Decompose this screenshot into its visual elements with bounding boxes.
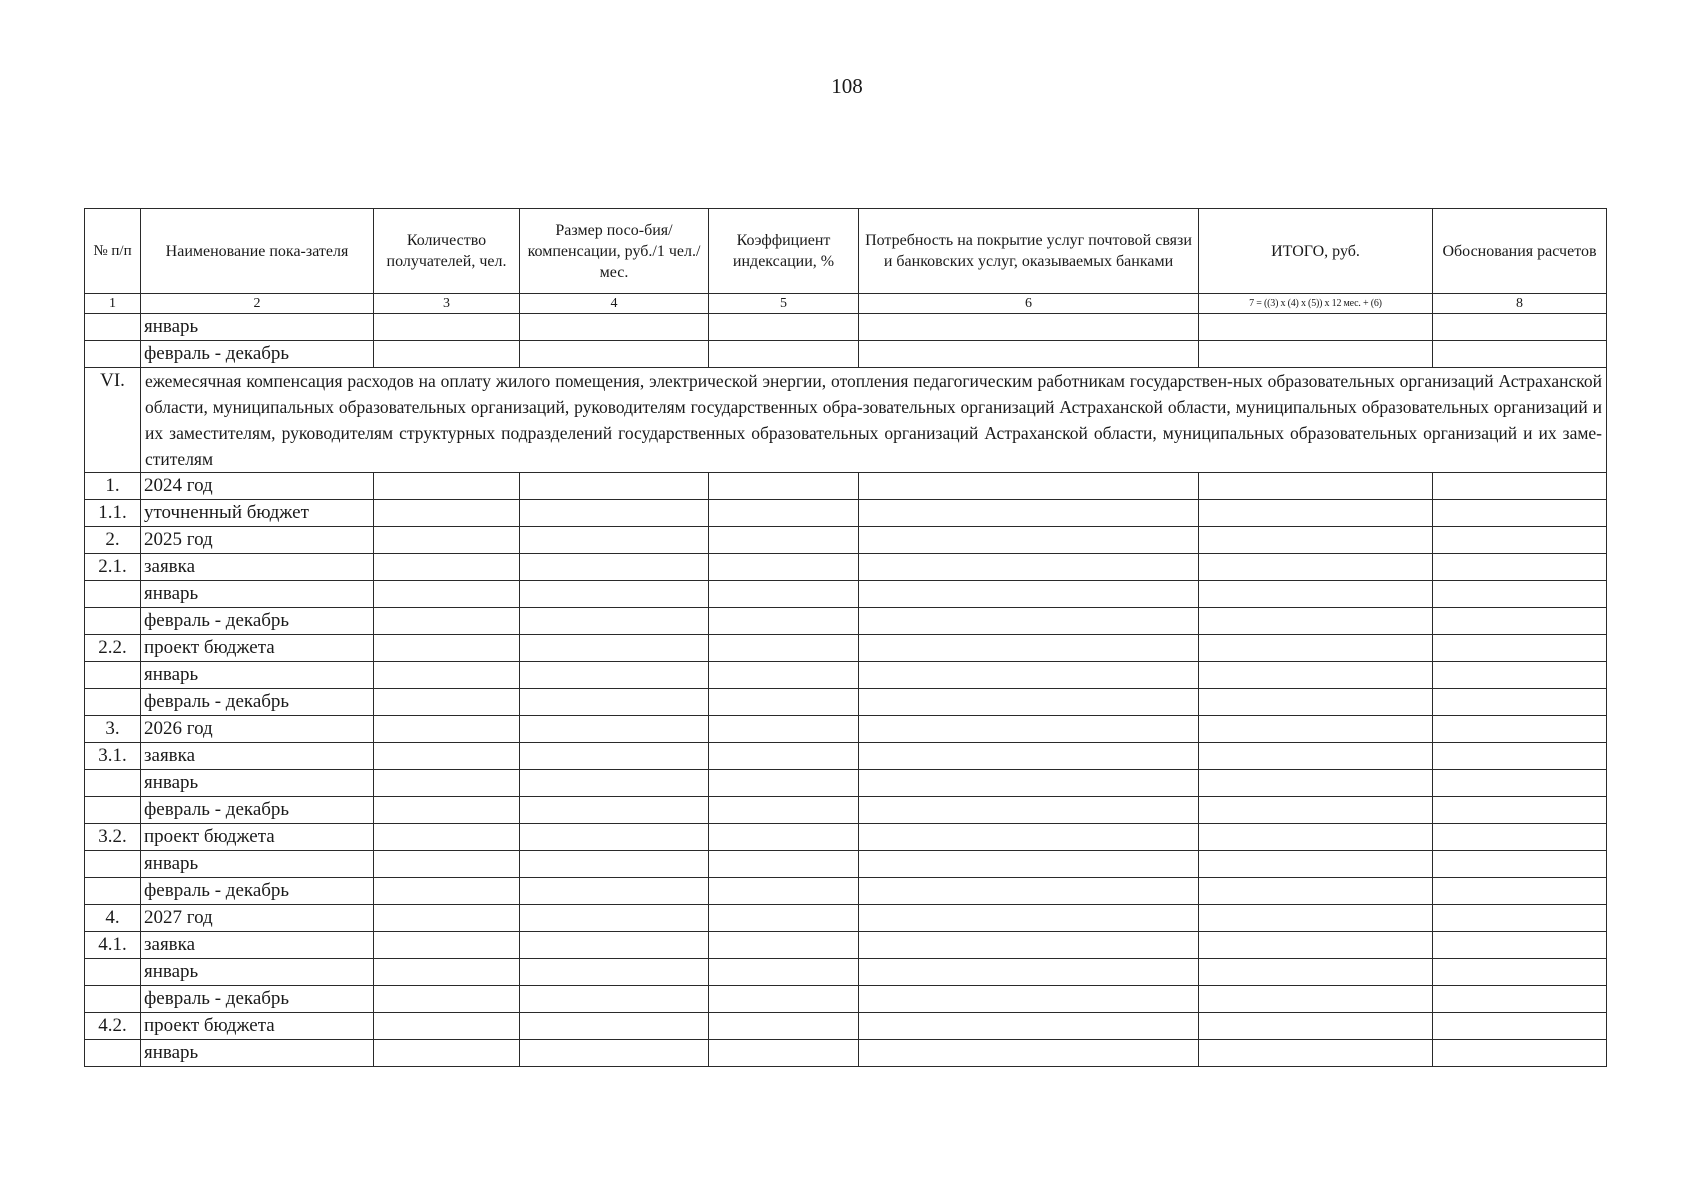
row-number [85, 662, 141, 689]
empty-value-cell [1433, 473, 1607, 500]
empty-value-cell [1199, 635, 1433, 662]
empty-value-cell [1433, 554, 1607, 581]
header-cell-number: № п/п [85, 209, 141, 294]
row-number: 2. [85, 527, 141, 554]
empty-value-cell [709, 314, 859, 341]
empty-value-cell [374, 662, 520, 689]
empty-value-cell [374, 878, 520, 905]
table-row [85, 932, 1607, 959]
table-row [85, 743, 1607, 770]
rows-after-section [85, 473, 1607, 1067]
empty-value-cell [859, 635, 1199, 662]
empty-value-cell [709, 716, 859, 743]
row-name: проект бюджета [141, 824, 374, 851]
empty-value-cell [520, 1013, 709, 1040]
empty-value-cell [859, 797, 1199, 824]
empty-value-cell [1199, 554, 1433, 581]
empty-value-cell [1433, 959, 1607, 986]
row-name: январь [141, 581, 374, 608]
empty-value-cell [374, 341, 520, 368]
row-number: 4.2. [85, 1013, 141, 1040]
empty-value-cell [520, 932, 709, 959]
table-row [85, 608, 1607, 635]
row-name: проект бюджета [141, 635, 374, 662]
row-number [85, 581, 141, 608]
empty-value-cell [374, 716, 520, 743]
empty-value-cell [1199, 341, 1433, 368]
empty-value-cell [859, 824, 1199, 851]
table-row [85, 662, 1607, 689]
empty-value-cell [1433, 932, 1607, 959]
row-name: январь [141, 314, 374, 341]
column-number-cell: 3 [374, 294, 520, 314]
row-name: заявка [141, 554, 374, 581]
empty-value-cell [859, 527, 1199, 554]
row-name: январь [141, 770, 374, 797]
row-number [85, 608, 141, 635]
empty-value-cell [859, 878, 1199, 905]
table-row [85, 473, 1607, 500]
section-number: VI. [85, 368, 141, 473]
empty-value-cell [859, 662, 1199, 689]
empty-value-cell [374, 689, 520, 716]
empty-value-cell [859, 932, 1199, 959]
empty-value-cell [1433, 878, 1607, 905]
empty-value-cell [859, 1013, 1199, 1040]
rows-before-section [85, 314, 1607, 368]
row-number: 2.2. [85, 635, 141, 662]
header-cell-indicator: Наименование пока-зателя [141, 209, 374, 294]
header-cell-allowance: Размер посо-бия/компенсации, руб./1 чел./мес. [520, 209, 709, 294]
empty-value-cell [859, 905, 1199, 932]
empty-value-cell [859, 473, 1199, 500]
empty-value-cell [1199, 770, 1433, 797]
empty-value-cell [709, 770, 859, 797]
empty-value-cell [859, 851, 1199, 878]
empty-value-cell [859, 341, 1199, 368]
row-number [85, 797, 141, 824]
empty-value-cell [709, 341, 859, 368]
section-description-text: ежемесячная компенсация расходов на оплату жилого помещения, электрической энергии, отопления педагогическим работникам государствен-ных образовательных организаций Астраханской области, муниципальных образовательных организаций, руководителям государственных обра-зовательных организаций Астраханской области, муниципальных образовательных организаций и их заместителям, руководителям структурных подразделений государственных образовательных организаций Астраханской области, муниципальных образовательных организаций и их заме-стителям [145, 371, 1602, 469]
empty-value-cell [1199, 1040, 1433, 1067]
empty-value-cell [859, 314, 1199, 341]
empty-value-cell [374, 554, 520, 581]
empty-value-cell [709, 500, 859, 527]
row-name: январь [141, 851, 374, 878]
empty-value-cell [374, 797, 520, 824]
empty-value-cell [709, 473, 859, 500]
empty-value-cell [1433, 662, 1607, 689]
row-name: январь [141, 662, 374, 689]
row-number [85, 851, 141, 878]
empty-value-cell [709, 1013, 859, 1040]
table-row [85, 314, 1607, 341]
header-cell-total: ИТОГО, руб. [1199, 209, 1433, 294]
empty-value-cell [859, 689, 1199, 716]
empty-value-cell [709, 608, 859, 635]
empty-value-cell [1433, 986, 1607, 1013]
empty-value-cell [1433, 905, 1607, 932]
empty-value-cell [374, 1013, 520, 1040]
table-row [85, 770, 1607, 797]
empty-value-cell [709, 797, 859, 824]
row-number [85, 986, 141, 1013]
empty-value-cell [374, 1040, 520, 1067]
empty-value-cell [709, 824, 859, 851]
table-row [85, 797, 1607, 824]
empty-value-cell [374, 986, 520, 1013]
row-name: февраль - декабрь [141, 608, 374, 635]
column-number-cell: 2 [141, 294, 374, 314]
row-name: февраль - декабрь [141, 341, 374, 368]
empty-value-cell [709, 986, 859, 1013]
row-number: 4.1. [85, 932, 141, 959]
empty-value-cell [520, 959, 709, 986]
empty-value-cell [374, 770, 520, 797]
empty-value-cell [520, 716, 709, 743]
empty-value-cell [374, 500, 520, 527]
section-row [85, 368, 1607, 473]
row-name: 2027 год [141, 905, 374, 932]
empty-value-cell [1433, 1013, 1607, 1040]
empty-value-cell [859, 770, 1199, 797]
row-name: февраль - декабрь [141, 878, 374, 905]
empty-value-cell [859, 716, 1199, 743]
empty-value-cell [709, 905, 859, 932]
empty-value-cell [1199, 1013, 1433, 1040]
table-row [85, 635, 1607, 662]
row-name: уточненный бюджет [141, 500, 374, 527]
empty-value-cell [709, 581, 859, 608]
row-number [85, 314, 141, 341]
table-row [85, 716, 1607, 743]
empty-value-cell [1433, 608, 1607, 635]
row-number [85, 689, 141, 716]
empty-value-cell [520, 797, 709, 824]
empty-value-cell [520, 527, 709, 554]
empty-value-cell [1199, 905, 1433, 932]
empty-value-cell [520, 500, 709, 527]
empty-value-cell [374, 581, 520, 608]
empty-value-cell [520, 662, 709, 689]
empty-value-cell [1199, 689, 1433, 716]
header-cell-justification: Обоснования расчетов [1433, 209, 1607, 294]
table-row [85, 689, 1607, 716]
budget-table [84, 208, 1607, 1067]
empty-value-cell [1433, 314, 1607, 341]
empty-value-cell [374, 314, 520, 341]
table-row [85, 824, 1607, 851]
empty-value-cell [1433, 581, 1607, 608]
empty-value-cell [1199, 314, 1433, 341]
column-number-cell: 4 [520, 294, 709, 314]
column-number-cell: 1 [85, 294, 141, 314]
empty-value-cell [520, 689, 709, 716]
empty-value-cell [1433, 851, 1607, 878]
empty-value-cell [374, 635, 520, 662]
row-number: 3.2. [85, 824, 141, 851]
empty-value-cell [859, 959, 1199, 986]
header-cell-recipients: Количество получателей, чел. [374, 209, 520, 294]
empty-value-cell [859, 500, 1199, 527]
empty-value-cell [1199, 878, 1433, 905]
column-number-row [85, 294, 1607, 314]
header-cell-index-coefficient: Коэффициент индексации, % [709, 209, 859, 294]
section-description [141, 368, 1607, 473]
empty-value-cell [520, 635, 709, 662]
empty-value-cell [1433, 743, 1607, 770]
table-row [85, 500, 1607, 527]
header-cell-services-need: Потребность на покрытие услуг почтовой связи и банковских услуг, оказываемых банками [859, 209, 1199, 294]
empty-value-cell [520, 608, 709, 635]
empty-value-cell [520, 473, 709, 500]
empty-value-cell [1199, 473, 1433, 500]
empty-value-cell [859, 554, 1199, 581]
empty-value-cell [859, 1040, 1199, 1067]
empty-value-cell [1199, 986, 1433, 1013]
empty-value-cell [859, 608, 1199, 635]
empty-value-cell [1199, 959, 1433, 986]
row-number: 1.1. [85, 500, 141, 527]
empty-value-cell [709, 635, 859, 662]
empty-value-cell [1199, 743, 1433, 770]
empty-value-cell [374, 932, 520, 959]
empty-value-cell [709, 851, 859, 878]
empty-value-cell [520, 878, 709, 905]
table-row [85, 341, 1607, 368]
table-row [85, 959, 1607, 986]
empty-value-cell [520, 314, 709, 341]
empty-value-cell [1433, 797, 1607, 824]
empty-value-cell [520, 986, 709, 1013]
column-number-cell: 5 [709, 294, 859, 314]
row-number: 1. [85, 473, 141, 500]
row-name: проект бюджета [141, 1013, 374, 1040]
empty-value-cell [374, 824, 520, 851]
row-number [85, 1040, 141, 1067]
empty-value-cell [520, 770, 709, 797]
row-number: 3.1. [85, 743, 141, 770]
empty-value-cell [1199, 581, 1433, 608]
row-number: 2.1. [85, 554, 141, 581]
empty-value-cell [1433, 716, 1607, 743]
table-row [85, 581, 1607, 608]
empty-value-cell [1199, 932, 1433, 959]
empty-value-cell [709, 554, 859, 581]
row-number: 4. [85, 905, 141, 932]
empty-value-cell [1433, 341, 1607, 368]
row-number [85, 959, 141, 986]
empty-value-cell [520, 851, 709, 878]
empty-value-cell [859, 986, 1199, 1013]
page-number: 108 [831, 74, 863, 98]
row-name: 2026 год [141, 716, 374, 743]
empty-value-cell [374, 743, 520, 770]
empty-value-cell [1433, 500, 1607, 527]
table-row [85, 554, 1607, 581]
empty-value-cell [1199, 851, 1433, 878]
empty-value-cell [374, 608, 520, 635]
empty-value-cell [520, 905, 709, 932]
empty-value-cell [709, 959, 859, 986]
column-number-cell: 6 [859, 294, 1199, 314]
empty-value-cell [1433, 824, 1607, 851]
empty-value-cell [520, 341, 709, 368]
empty-value-cell [374, 959, 520, 986]
empty-value-cell [709, 878, 859, 905]
column-number-cell: 8 [1433, 294, 1607, 314]
empty-value-cell [1199, 797, 1433, 824]
empty-value-cell [709, 527, 859, 554]
empty-value-cell [1433, 527, 1607, 554]
table-row [85, 878, 1607, 905]
row-name: февраль - декабрь [141, 797, 374, 824]
empty-value-cell [520, 1040, 709, 1067]
row-name: январь [141, 1040, 374, 1067]
empty-value-cell [374, 851, 520, 878]
empty-value-cell [1433, 635, 1607, 662]
empty-value-cell [520, 581, 709, 608]
empty-value-cell [374, 527, 520, 554]
table-row [85, 1013, 1607, 1040]
empty-value-cell [1433, 689, 1607, 716]
empty-value-cell [709, 662, 859, 689]
table-row [85, 986, 1607, 1013]
empty-value-cell [1199, 716, 1433, 743]
table-row [85, 1040, 1607, 1067]
row-name: заявка [141, 743, 374, 770]
row-name: январь [141, 959, 374, 986]
empty-value-cell [709, 689, 859, 716]
empty-value-cell [709, 932, 859, 959]
empty-value-cell [1199, 662, 1433, 689]
row-number: 3. [85, 716, 141, 743]
row-name: 2025 год [141, 527, 374, 554]
empty-value-cell [520, 554, 709, 581]
empty-value-cell [520, 824, 709, 851]
empty-value-cell [859, 581, 1199, 608]
table-row [85, 527, 1607, 554]
empty-value-cell [1199, 527, 1433, 554]
row-name: 2024 год [141, 473, 374, 500]
empty-value-cell [374, 905, 520, 932]
table-row [85, 905, 1607, 932]
empty-value-cell [1433, 1040, 1607, 1067]
empty-value-cell [859, 743, 1199, 770]
row-number [85, 341, 141, 368]
row-name: февраль - декабрь [141, 986, 374, 1013]
row-number [85, 770, 141, 797]
empty-value-cell [1199, 608, 1433, 635]
column-number-formula: 7 = ((3) x (4) x (5)) x 12 мес. + (6) [1199, 294, 1433, 314]
empty-value-cell [1433, 770, 1607, 797]
row-name: февраль - декабрь [141, 689, 374, 716]
table-row [85, 851, 1607, 878]
header-row [85, 209, 1607, 294]
empty-value-cell [1199, 824, 1433, 851]
empty-value-cell [709, 743, 859, 770]
empty-value-cell [520, 743, 709, 770]
empty-value-cell [374, 473, 520, 500]
empty-value-cell [1199, 500, 1433, 527]
empty-value-cell [709, 1040, 859, 1067]
row-number [85, 878, 141, 905]
row-name: заявка [141, 932, 374, 959]
